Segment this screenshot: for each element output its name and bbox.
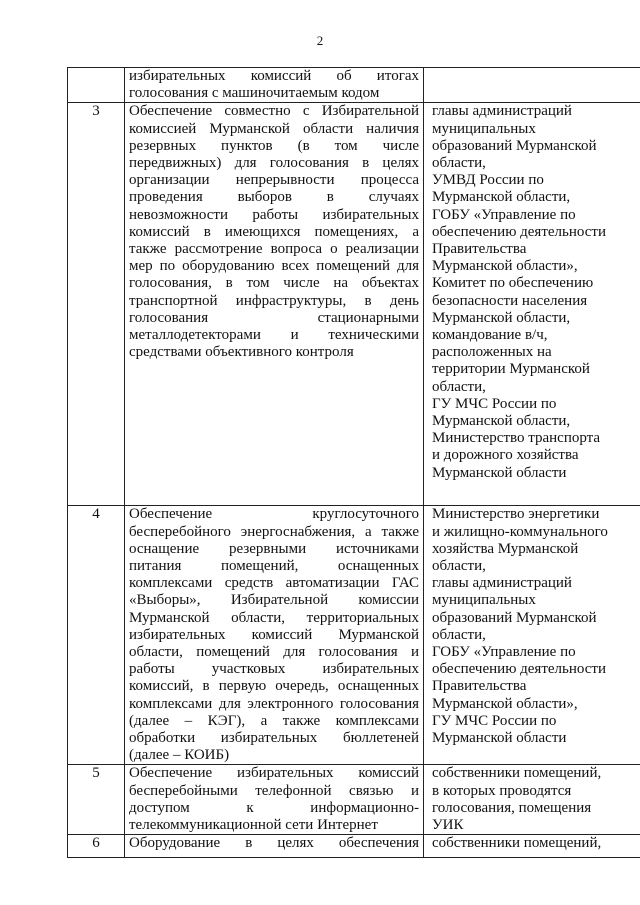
row-description: Обеспечение совместно с Избирательной комиссией Мурманской области наличия резервных пунктов (в том числе передвижных) для голосования в целях организации непрерывности процесса проведения выборов в случаях невозможности работы избирательных комиссий в имеющихся помещениях, а также рассмотрение вопроса о реализации мер по оборудованию всех помещений для голосования, в том числе на объектах транспортной инфраструктуры, в день голосования стационарными металлодетекторами и техническими средствами объективного контроля bbox=[125, 103, 424, 506]
row-responsible: собственники помещений, bbox=[424, 835, 640, 858]
row-number bbox=[68, 68, 125, 103]
row-responsible: главы администраций муниципальных образований Мурманской области, УМВД России по Мурманской области, ГОБУ «Управление по обеспечению деятельности Правительства Мурманской области», Комитет по обеспечению безопасности населения Мурманской области, командование в/ч, расположенных на территории Мурманской области, ГУ МЧС России по Мурманской области, Министерство транспорта и дорожного хозяйства Мурманской области bbox=[424, 103, 640, 506]
row-description: избирательных комиссий об итогах голосования с машиночитаемым кодом bbox=[125, 68, 424, 103]
row-number: 4 bbox=[68, 506, 125, 765]
row-number: 6 bbox=[68, 835, 125, 858]
table-row bbox=[68, 835, 640, 858]
row-responsible: собственники помещений, в которых проводятся голосования, помещения УИК bbox=[424, 765, 640, 835]
table-row bbox=[68, 68, 640, 103]
row-responsible bbox=[424, 68, 640, 103]
table-row bbox=[68, 103, 640, 506]
row-number: 5 bbox=[68, 765, 125, 835]
page-number: 2 bbox=[316, 33, 324, 48]
row-responsible: Министерство энергетики и жилищно-коммунального хозяйства Мурманской области, главы администраций муниципальных образований Мурманской области, ГОБУ «Управление по обеспечению деятельности Правительства Мурманской области», ГУ МЧС России по Мурманской области bbox=[424, 506, 640, 765]
measures-table bbox=[67, 67, 640, 858]
row-description: Обеспечение круглосуточного бесперебойного энергоснабжения, а также оснащение резервными источниками питания помещений, оснащенных комплексами средств автоматизации ГАС «Выборы», Избирательной комиссии Мурманской области, территориальных избирательных комиссий Мурманской области, помещений для голосования и работы участковых избирательных комиссий, в первую очередь, оснащенных комплексами для электронного голосования (далее – КЭГ), а также комплексами обработки избирательных бюллетеней (далее – КОИБ) bbox=[125, 506, 424, 765]
table-row bbox=[68, 506, 640, 765]
row-description: Оборудование в целях обеспечения bbox=[125, 835, 424, 858]
row-number: 3 bbox=[68, 103, 125, 506]
row-description: Обеспечение избирательных комиссий бесперебойными телефонной связью и доступом к информационно-телекоммуникационной сети Интернет bbox=[125, 765, 424, 835]
table-row bbox=[68, 765, 640, 835]
